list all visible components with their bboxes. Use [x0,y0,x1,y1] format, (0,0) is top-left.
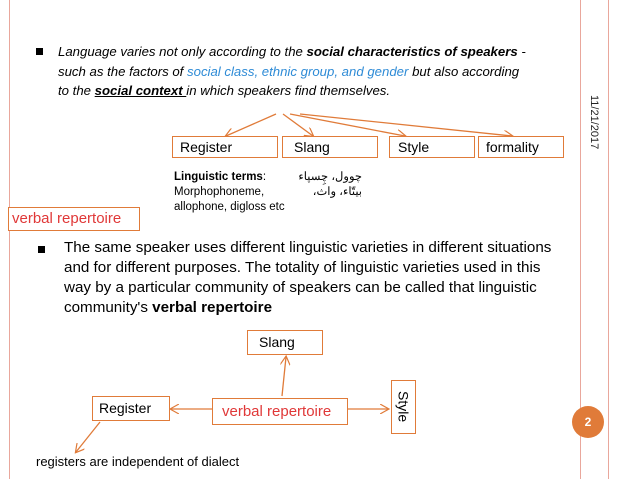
box-slang [282,136,378,158]
colon: : [262,171,267,183]
box-label: Register [180,139,233,155]
text-segment: The same speaker uses different linguistic varieties in different situations and for different purposes. The totality of linguistic varieties used in this way by a particular community of speakers can be called that linguistic community's [64,239,552,316]
arabic-line: چوول، چِسپاء [298,171,362,183]
linguistic-terms-line: Morphophoneme, [174,186,265,198]
box-label: Slang [294,139,330,155]
bold-phrase: verbal repertoire [152,299,273,316]
linguistic-terms [174,170,304,215]
box-formality [478,136,564,158]
diagram-box-style [391,380,416,434]
linguistic-terms-label: Linguistic terms [174,171,263,183]
underlined-phrase: social context [94,83,187,98]
box-style [389,136,475,158]
arabic-line: بيتّاء، واث، [312,186,362,198]
box-label-vertical: Style [395,391,412,423]
slide-date: 11/21/2017 [588,95,600,150]
text-segment: - such as the factors of [58,44,526,79]
box-label: formality [486,139,539,155]
diagram-box-verbal-repertoire [212,398,348,425]
box-label: Slang [259,334,295,350]
box-label: Style [398,139,430,155]
text-segment: in which speakers find themselves. [186,83,391,98]
bold-phrase: social characteristics of speakers [306,44,518,59]
arabic-terms [290,170,362,200]
page-number-badge: 2 [572,406,604,438]
box-verbal-repertoire-top [8,207,140,231]
bullet-marker [38,246,45,253]
diagram-box-slang [247,330,323,355]
bullet-paragraph-2 [64,238,569,318]
linguistic-terms-line: allophone, digloss etc [174,201,285,213]
text-segment: Language varies not only according to the [58,44,307,59]
box-register [172,136,278,158]
box-label: Register [99,400,152,416]
box-label: verbal repertoire [222,403,332,420]
diagram-box-register [92,396,170,421]
highlight-phrase: social class, ethnic group, and gender [187,63,409,79]
text-segment: but also according to the [58,63,520,98]
box-label: verbal repertoire [12,210,122,227]
footnote: registers are independent of dialect [36,454,240,469]
